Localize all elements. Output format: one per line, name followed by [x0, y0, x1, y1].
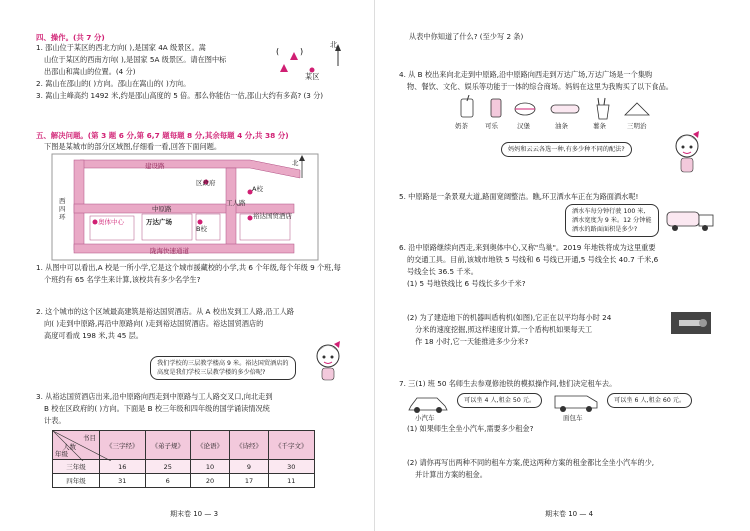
table-cell: 20 — [191, 474, 230, 488]
table-header: 《千字文》 — [269, 431, 315, 460]
p2-line3: 高度可看成 198 米,共 45 层。 — [44, 331, 143, 340]
sandwich-icon — [625, 103, 649, 115]
paren-mark: ) — [300, 47, 304, 56]
food-label: 奶茶 — [455, 122, 468, 130]
compass-north: 北 — [330, 40, 338, 49]
p1-line2: 个班约有 65 名学生来计算,该校共有多少名学生? — [44, 275, 201, 284]
food-images — [459, 95, 659, 121]
table-cell: 6 — [145, 474, 191, 488]
map-bschool: B校 — [196, 225, 207, 233]
table-row-grade: 四年级 — [53, 474, 100, 488]
food-label: 薯条 — [593, 122, 606, 130]
fries-icon — [597, 105, 609, 119]
map-wanda: 万达广场 — [146, 218, 172, 226]
p6-q2-line1: (2) 为了建造地下的机器叫盾构机(如图),它正在以平均每小时 24 — [407, 313, 612, 322]
table-cell: 31 — [100, 474, 146, 488]
map-si: 四 — [59, 205, 66, 213]
p3-line1: 3. 从裕达国贸酒店出来,沿中原路向西走到中原路与工人路交叉口,向北走到 — [36, 392, 273, 401]
p7-q2-line2: 并计算出方案的租金。 — [415, 470, 487, 479]
table-header: 《诗经》 — [230, 431, 269, 460]
q1-line1: 1. 邵山位于某区的西北方向( ),是国家 4A 级景区。嵩 — [36, 43, 206, 52]
p2-line1: 2. 这个城市的这个区域最高建筑是裕达国贸酒店。从 A 校出发到工人路,沿工人路 — [36, 307, 295, 316]
table-cell: 16 — [100, 460, 146, 474]
section-5-intro: 下图是某城市的部分区域图,仔细看一看,回答下面问题。 — [44, 142, 222, 151]
map-north: 北 — [292, 159, 299, 167]
p6-q2-line2: 分米的速度挖掘,照这样速度计算,一个盾构机如果每天工 — [415, 325, 593, 334]
mountain-icon — [280, 64, 288, 72]
speech-bubble-1 — [150, 356, 296, 380]
footer-left: 期末卷 10 — 3 — [170, 510, 219, 518]
food-label: 三明治 — [627, 122, 647, 130]
car-label: 小汽车 — [415, 414, 435, 422]
van-price-bubble: 可以坐 6 人,租金 60 元。 — [607, 393, 692, 408]
table-header: 《论语》 — [191, 431, 230, 460]
bubble3-line3: 洒水的路面面积是多少? — [572, 226, 638, 233]
p7-line: 7. 三(1) 班 50 名师生去参观修池铁的模拟操作间,他们决定租车去。 — [399, 379, 617, 388]
mountain-icon — [290, 52, 298, 60]
youtiao-icon — [551, 105, 579, 113]
map-quzhengfu: 区政府 — [196, 179, 216, 187]
right-top-line: 从表中你知道了什么? (至少写 2 条) — [409, 32, 524, 41]
bubble3-line1: 洒水车每分钟行驶 100 米, — [572, 208, 646, 215]
section-5-header: 五、解决问题。(第 3 题 6 分,第 6,7 题每题 8 分,其余每题 4 分,共 38 分) — [36, 131, 289, 140]
car-icon — [407, 392, 451, 414]
van-label: 面包车 — [563, 414, 583, 422]
cola-icon — [491, 99, 501, 117]
bubble1-line2: 高度是我们学校三层教学楼的多少倍呢? — [157, 369, 266, 376]
p2-line2: 向( )走到中原路,再沿中原路向( )走到裕达国贸酒店。裕达国贸酒店的 — [44, 319, 264, 328]
fries-stick-icon — [604, 98, 605, 105]
van-icon — [553, 390, 601, 414]
water-truck-icon — [665, 206, 719, 234]
q3-line: 3. 嵩山主峰高约 1492 米,约是邵山高度的 5 倍。那么你能估一估,邵山大约有多高? (3 分) — [36, 91, 324, 100]
corner-top: 书目 — [83, 434, 96, 442]
p6-q1: (1) 5 号地铁线比 6 号线长多少千米? — [407, 279, 526, 288]
table-cell: 11 — [269, 474, 315, 488]
p5-line: 5. 中原路是一条景观大道,路面宽阔整洁。瞧,环卫洒水车正在为路面洒水呢! — [399, 192, 639, 201]
cartoon-girl-icon — [671, 130, 703, 176]
p6-q2-line3: 作 18 小时,它一天能推进多少分米? — [415, 337, 529, 346]
table-cell: 25 — [145, 460, 191, 474]
speech-bubble-2: 妈妈和云云各选一种,有多少种不同的配法? — [501, 142, 632, 157]
map-huan: 环 — [59, 213, 66, 221]
map-aschool: A校 — [252, 185, 263, 193]
p1-line1: 1. 从图中可以看出,A 校是一所小学,它是这个城市援藏校的小学,共 6 个年级,每个年级 9 个班,每 — [36, 263, 341, 272]
paren-mark: ( — [276, 47, 280, 56]
map-zhongyuan-road: 中原路 — [152, 205, 172, 213]
corner-left: 人数 — [63, 443, 76, 451]
p3-line3: 计表。 — [44, 416, 66, 425]
table-row — [53, 474, 315, 488]
p6-line1: 6. 沿中原路继续向西走,来到奥体中心,又称"鸟巢"。2019 年地铁将成为这里重要 — [399, 243, 656, 252]
fries-stick-icon — [598, 98, 599, 105]
reading-table — [52, 430, 315, 488]
car-price-bubble: 可以坐 4 人,租金 50 元。 — [457, 393, 542, 408]
map-hotel: 裕达国贸酒店 — [253, 212, 292, 220]
bubble1-line1: 我们学校的三层教学楼高 9 米。裕达国贸酒店的 — [157, 360, 289, 367]
right-page — [375, 0, 750, 531]
table-row-grade: 三年级 — [53, 460, 100, 474]
bubble3-line2: 洒水宽度为 9 米。12 分钟能 — [572, 217, 652, 224]
food-label: 油条 — [555, 122, 568, 130]
food-label: 汉堡 — [517, 122, 530, 130]
milk-tea-icon — [461, 99, 473, 117]
table-cell: 30 — [269, 460, 315, 474]
map-sports-center: 奥体中心 — [98, 218, 124, 226]
shield-machine-icon — [671, 312, 711, 334]
table-cell: 9 — [230, 460, 269, 474]
p7-q1: (1) 如果师生全坐小汽车,需要多少租金? — [407, 424, 534, 433]
cartoon-girl-icon — [312, 340, 344, 384]
map-gongren-road: 工人路 — [226, 199, 246, 207]
table-corner — [53, 431, 100, 460]
p6-line2: 的交通工具。目前,该城市地铁 5 号线和 6 号线已开通,5 号线全长 40.7 千米,6 — [407, 255, 659, 264]
p3-line2: B 校在区政府的( )方向。下面是 B 校三年级和四年级的国学诵读情况统 — [44, 404, 270, 413]
table-row — [53, 460, 315, 474]
hotel-marker — [248, 216, 253, 221]
q1-line3: 出邵山和嵩山的位置。(4 分) — [44, 67, 136, 76]
sports-marker — [93, 220, 98, 225]
section-4-header: 四、操作。(共 7 分) — [36, 33, 105, 42]
corner-bottom: 年级 — [55, 450, 68, 458]
p6-line3: 号线全长 36.5 千米。 — [407, 267, 478, 276]
map-jianshe: 建设路 — [145, 162, 165, 170]
p4-line2: 物、餐饮、文化、娱乐等功能于一体的综合商场。妈妈在这里为我购买了以下食品。 — [407, 82, 673, 91]
p4-line1: 4. 从 B 校出来向北走到中原路,沿中原路向西走到万达广场,万达广场是一个集购 — [399, 70, 653, 79]
table-cell: 10 — [191, 460, 230, 474]
p7-q2-line1: (2) 请你再写出两种不同的租车方案,使这两种方案的租金都比全坐小汽车的少, — [407, 458, 655, 467]
speech-bubble-3 — [565, 204, 659, 237]
footer-right: 期末卷 10 — 4 — [545, 510, 594, 518]
map-xi: 西 — [59, 197, 66, 205]
q1-line2: 山位于某区的西南方向( ),是国家 5A 级景区。请在图中标 — [44, 55, 227, 64]
map-longhai: 陇海快速通道 — [150, 247, 189, 255]
q2-line: 2. 嵩山在邵山的( )方向。邵山在嵩山的( )方向。 — [36, 79, 191, 88]
food-label: 可乐 — [485, 122, 498, 130]
gongren-road — [226, 168, 236, 250]
table-header: 《弟子规》 — [145, 431, 191, 460]
table-header: 《三字经》 — [100, 431, 146, 460]
table-cell: 17 — [230, 474, 269, 488]
compass-district: 某区 — [305, 72, 320, 81]
